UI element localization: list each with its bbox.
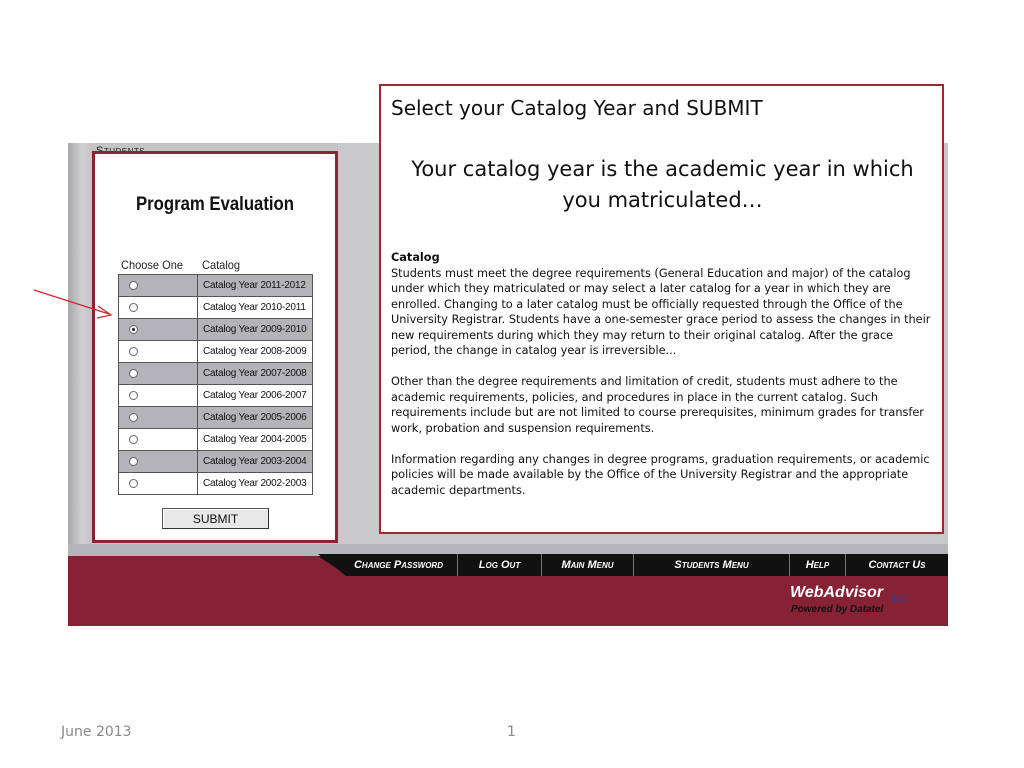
instructions-subheading: Your catalog year is the academic year in which you matriculated… [411,157,914,212]
nav-help[interactable]: Help [790,554,846,576]
catalog-label: Catalog Year 2005-2006 [198,407,313,429]
catalog-label: Catalog Year 2010-2011 [198,297,313,319]
nav-log-out[interactable]: Log Out [458,554,542,576]
webadvisor-version: 3.1 [891,593,907,605]
policy-paragraph-3: Information regarding any changes in degree programs, graduation requirements, or academic policies will be made available by the Office of the University Registrar and the appropriate academic departments. [391,452,930,497]
policy-paragraph-1: Students must meet the degree requirements (General Education and major) of the catalog under which they matriculated or may select a later catalog for a year in which they are enrolled. Changing to a later catalog must be officially requested through the Office of the University Registrar. Students have a one-semester grace period to assess the changes in their new requirements during which they may return to their original catalog. After the grace period, the change in catalog year is irreversible... [391,266,931,357]
column-header-choose: Choose One [121,258,183,272]
catalog-label: Catalog Year 2009-2010 [198,319,313,341]
catalog-label: Catalog Year 2007-2008 [198,363,313,385]
catalog-label: Catalog Year 2006-2007 [198,385,313,407]
footer-date: June 2013 [61,724,132,740]
page-number: 1 [507,724,516,740]
instructions-box [379,84,944,534]
catalog-label: Catalog Year 2002-2003 [198,473,313,495]
webadvisor-tagline: Powered by Datatel [791,604,884,615]
policy-paragraph-2: Other than the degree requirements and limitation of credit, students must adhere to the academic requirements, policies, and procedures in place in the current catalog. Such requirements include but are not limited to course prerequisites, minimum grades for transfer work, probation and suspension requirements. [391,375,924,435]
nav-students-menu[interactable]: Students Menu [634,554,790,576]
instructions-heading: Select your Catalog Year and SUBMIT [391,96,763,120]
page-title: Program Evaluation [136,194,294,215]
catalog-label: Catalog Year 2003-2004 [198,451,313,473]
nav-contact-us[interactable]: Contact Us [868,559,926,571]
column-header-catalog: Catalog [202,258,241,272]
submit-button[interactable]: SUBMIT [162,508,269,529]
nav-change-password[interactable]: Change Password [318,554,458,576]
nav-main-menu[interactable]: Main Menu [542,554,634,576]
catalog-label: Catalog Year 2011-2012 [198,275,313,297]
catalog-policy-text [391,250,936,514]
webadvisor-logo: WebAdvisor [790,584,884,601]
catalog-policy-title: Catalog [391,251,440,264]
catalog-label: Catalog Year 2008-2009 [198,341,313,363]
catalog-label: Catalog Year 2004-2005 [198,429,313,451]
